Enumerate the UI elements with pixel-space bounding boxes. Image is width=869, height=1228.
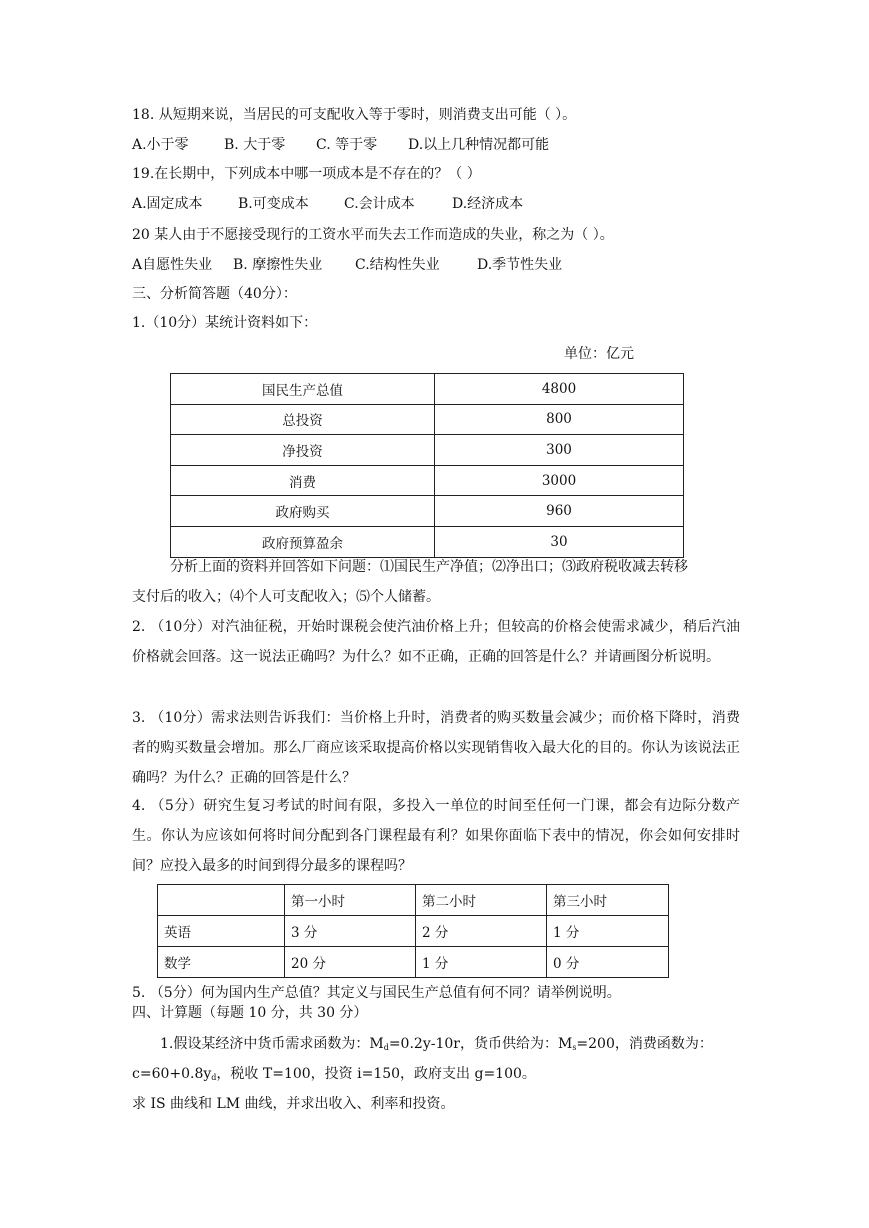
section-3-title: 三、分析简答题（40分）： bbox=[132, 286, 297, 302]
calc-question-1-line2 bbox=[132, 1064, 536, 1088]
option-c: C.结构性失业 bbox=[355, 257, 440, 273]
option-b: B.可变成本 bbox=[238, 196, 309, 212]
study-time-table bbox=[157, 884, 669, 978]
table-row bbox=[158, 947, 669, 978]
table-cell: 英语 bbox=[158, 916, 285, 947]
question-18-stem: 18. 从短期来说，当居民的可支配收入等于零时，则消费支出可能（ ）。 bbox=[132, 107, 577, 123]
calc-question-1-line3: 求 IS 曲线和 LM 曲线，并求出收入、利率和投资。 bbox=[132, 1096, 455, 1112]
table-row bbox=[158, 916, 669, 947]
table-cell: 4800 bbox=[435, 374, 684, 405]
section-4-title: 四、计算题（每题 10 分，共 30 分） bbox=[132, 1005, 368, 1021]
table-row bbox=[171, 404, 684, 435]
text-span: ，税收 T=100，投资 i=150，政府支出 g=100。 bbox=[216, 1066, 536, 1082]
table-cell: 300 bbox=[435, 435, 684, 466]
question-20-stem: 20 某人由于不愿接受现行的工资水平而失去工作而造成的失业，称之为（ ）。 bbox=[132, 227, 614, 243]
table-row bbox=[171, 496, 684, 527]
question-1-prompt-line1: 分析上面的资料并回答如下问题：⑴国民生产净值；⑵净出口；⑶政府税收减去转移 bbox=[170, 559, 688, 575]
table-cell: 30 bbox=[435, 526, 684, 557]
option-d: D.经济成本 bbox=[452, 196, 524, 212]
table-row bbox=[171, 526, 684, 557]
table-cell: 800 bbox=[435, 404, 684, 435]
calc-question-1-line1 bbox=[160, 1034, 713, 1058]
table-cell: 20 分 bbox=[285, 947, 416, 978]
table-cell: 政府购买 bbox=[171, 496, 435, 527]
text-span: =0.2y-10r，货币供给为：M bbox=[388, 1036, 573, 1052]
question-2: 2. （10分）对汽油征税，开始时课税会使汽油价格上升；但较高的价格会使需求减少，稍后汽油价格就会回落。这一说法正确吗？为什么？如不正确，正确的回答是什么？并请画图分析说明。 bbox=[132, 619, 740, 665]
question-1-prompt-line2: 支付后的收入；⑷个人可支配收入；⑸个人储蓄。 bbox=[132, 589, 440, 605]
table-cell: 960 bbox=[435, 496, 684, 527]
option-a: A.固定成本 bbox=[132, 196, 203, 212]
table-cell: 2 分 bbox=[416, 916, 547, 947]
table-cell: 3000 bbox=[435, 465, 684, 496]
question-1-intro: 1.（10分）某统计资料如下： bbox=[132, 315, 318, 331]
option-d: D.季节性失业 bbox=[477, 257, 563, 273]
table-header-cell: 第三小时 bbox=[547, 885, 669, 916]
table-cell: 数学 bbox=[158, 947, 285, 978]
table-cell: 政府预算盈余 bbox=[171, 526, 435, 557]
table-header-cell bbox=[158, 885, 285, 916]
question-4: 4. （5分）研究生复习考试的时间有限，多投入一单位的时间至任何一门课，都会有边际分数产生。你认为应该如何将时间分配到各门课程最有利？如果你面临下表中的情况，你会如何安排时间？应投入最多的时间到得分最多的课程吗？ bbox=[132, 798, 740, 874]
question-3: 3. （10分）需求法则告诉我们：当价格上升时，消费者的购买数量会减少；而价格下降时，消费者的购买数量会增加。那么厂商应该采取提高价格以实现销售收入最大化的目的。你认为该说法正确吗？为什么？正确的回答是什么？ bbox=[132, 710, 740, 786]
table-cell: 1 分 bbox=[416, 947, 547, 978]
table-cell: 0 分 bbox=[547, 947, 669, 978]
table-cell: 总投资 bbox=[171, 404, 435, 435]
option-b: B. 大于零 bbox=[224, 137, 286, 153]
option-d: D.以上几种情况都可能 bbox=[408, 137, 550, 153]
question-5: 5. （5分）何为国内生产总值？其定义与国民生产总值有何不同？请举例说明。 bbox=[132, 985, 621, 1001]
table-cell: 消费 bbox=[171, 465, 435, 496]
table-row bbox=[171, 374, 684, 405]
option-c: C.会计成本 bbox=[344, 196, 415, 212]
question-19-options bbox=[132, 194, 523, 214]
table-cell: 1 分 bbox=[547, 916, 669, 947]
option-a: A.小于零 bbox=[132, 137, 189, 153]
text-span: c=60+0.8y bbox=[132, 1066, 212, 1082]
unit-label: 单位：亿元 bbox=[564, 346, 634, 362]
question-20-options bbox=[132, 255, 562, 275]
table-header-cell: 第一小时 bbox=[285, 885, 416, 916]
question-18-options bbox=[132, 135, 549, 155]
table-cell: 3 分 bbox=[285, 916, 416, 947]
table-cell: 净投资 bbox=[171, 435, 435, 466]
option-a: A自愿性失业 bbox=[132, 257, 213, 273]
question-19-stem: 19.在长期中，下列成本中哪一项成本是不存在的？（ ） bbox=[132, 166, 481, 182]
text-span: 1.假设某经济中货币需求函数为：M bbox=[160, 1036, 384, 1052]
subscript: s bbox=[572, 1043, 577, 1052]
table-cell: 国民生产总值 bbox=[171, 374, 435, 405]
statistics-table bbox=[170, 373, 684, 558]
table-row bbox=[171, 435, 684, 466]
option-c: C. 等于零 bbox=[316, 137, 378, 153]
table-header-row bbox=[158, 885, 669, 916]
table-row bbox=[171, 465, 684, 496]
subscript: d bbox=[383, 1043, 389, 1052]
subscript: d bbox=[211, 1073, 217, 1082]
table-header-cell: 第二小时 bbox=[416, 885, 547, 916]
text-span: =200，消费函数为： bbox=[576, 1036, 713, 1052]
option-b: B. 摩擦性失业 bbox=[233, 257, 323, 273]
